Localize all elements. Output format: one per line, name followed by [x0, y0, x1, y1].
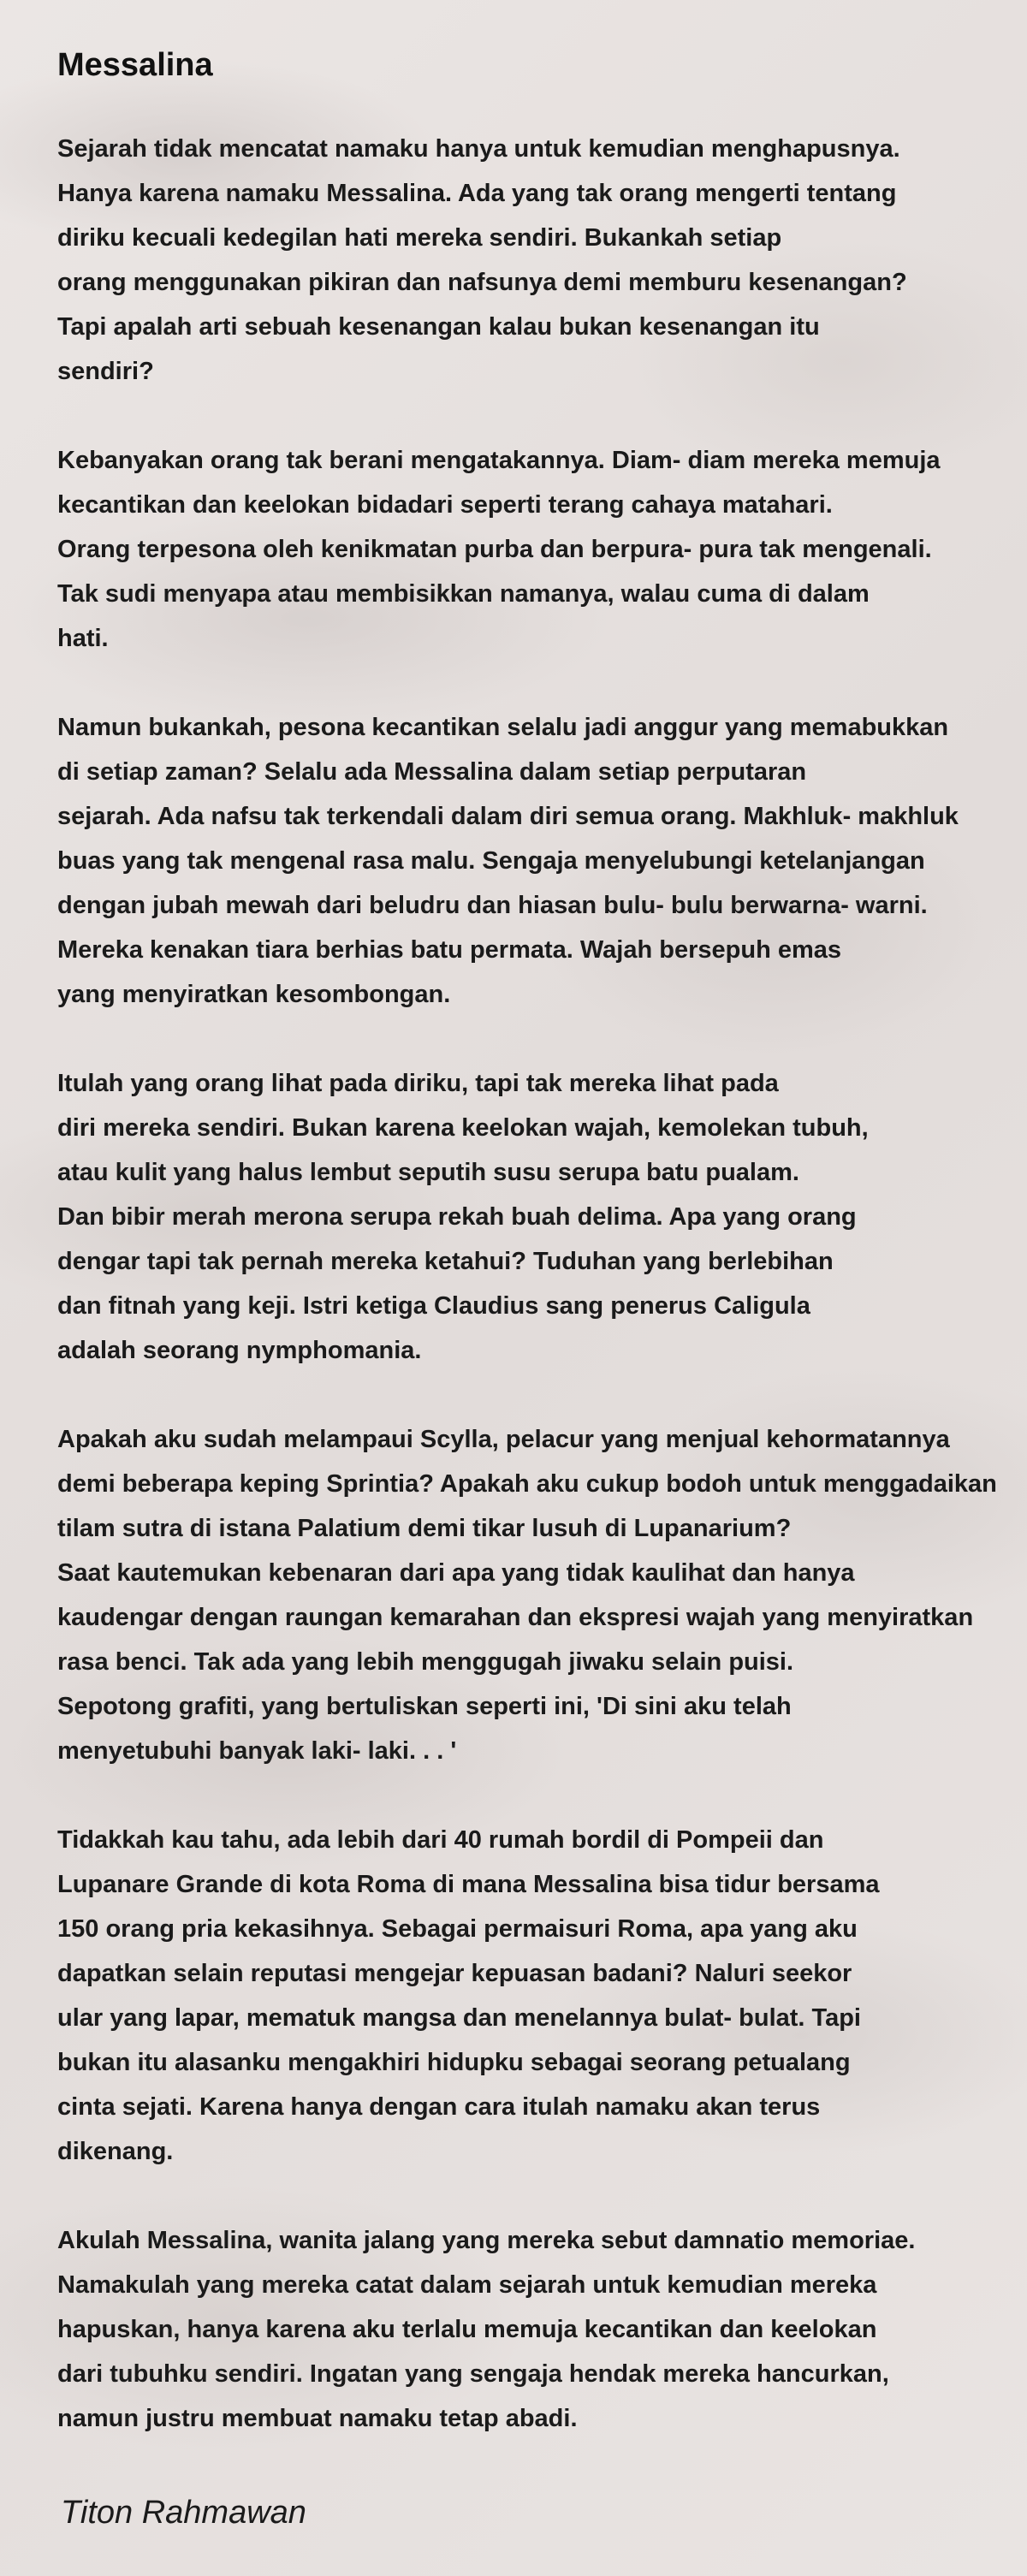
- poem-line: kaudengar dengan raungan kemarahan dan ekspresi wajah yang menyiratkan: [57, 1604, 974, 1631]
- poem-line: orang menggunakan pikiran dan nafsunya demi memburu kesenangan?: [57, 269, 907, 296]
- stanza-3: [57, 705, 1027, 1017]
- poem-line: buas yang tak mengenal rasa malu. Sengaja menyelubungi ketelanjangan: [57, 847, 925, 875]
- poem-line: diriku kecuali kedegilan hati mereka sendiri. Bukankah setiap: [57, 224, 782, 252]
- poem-body: [57, 127, 1027, 2485]
- poem-line: 150 orang pria kekasihnya. Sebagai permaisuri Roma, apa yang aku: [57, 1915, 858, 1943]
- poem-line: Sepotong grafiti, yang bertuliskan seperti ini, 'Di sini aku telah: [57, 1693, 792, 1720]
- poem-line: bukan itu alasanku mengakhiri hidupku sebagai seorang petualang: [57, 2049, 851, 2076]
- poem-line: dikenang.: [57, 2138, 174, 2165]
- poem-line: cinta sejati. Karena hanya dengan cara itulah namaku akan terus: [57, 2093, 821, 2121]
- stanza-4: [57, 1061, 1027, 1373]
- poem-line: yang menyiratkan kesombongan.: [57, 981, 451, 1008]
- poem-line: dapatkan selain reputasi mengejar kepuasan badani? Naluri seekor: [57, 1960, 852, 1987]
- poem-line: dari tubuhku sendiri. Ingatan yang sengaja hendak mereka hancurkan,: [57, 2360, 889, 2388]
- poem-author: Titon Rahmawan: [61, 2495, 306, 2531]
- poem-line: dan fitnah yang keji. Istri ketiga Claudius sang penerus Caligula: [57, 1292, 810, 1320]
- poem-line: Dan bibir merah merona serupa rekah buah delima. Apa yang orang: [57, 1203, 857, 1231]
- stanza-5: [57, 1417, 1027, 1773]
- poem-line: tilam sutra di istana Palatium demi tikar lusuh di Lupanarium?: [57, 1515, 792, 1542]
- poem-line: demi beberapa keping Sprintia? Apakah aku cukup bodoh untuk menggadaikan: [57, 1470, 997, 1498]
- poem-line: ular yang lapar, mematuk mangsa dan menelannya bulat- bulat. Tapi: [57, 2004, 861, 2032]
- stanza-2: [57, 438, 1027, 661]
- poem-line: dengan jubah mewah dari beludru dan hiasan bulu- bulu berwarna- warni.: [57, 892, 928, 919]
- stanza-7: [57, 2218, 1027, 2441]
- poem-line: Tak sudi menyapa atau membisikkan namanya, walau cuma di dalam: [57, 580, 870, 608]
- poem-line: Tidakkah kau tahu, ada lebih dari 40 rumah bordil di Pompeii dan: [57, 1826, 824, 1854]
- poem-line: diri mereka sendiri. Bukan karena keelokan wajah, kemolekan tubuh,: [57, 1114, 869, 1142]
- poem-line: di setiap zaman? Selalu ada Messalina dalam setiap perputaran: [57, 758, 807, 786]
- poem-line: Lupanare Grande di kota Roma di mana Messalina bisa tidur bersama: [57, 1871, 880, 1898]
- poem-line: Apakah aku sudah melampaui Scylla, pelacur yang menjual kehormatannya: [57, 1426, 950, 1453]
- poem-line: sejarah. Ada nafsu tak terkendali dalam diri semua orang. Makhluk- makhluk: [57, 803, 959, 830]
- poem-line: namun justru membuat namaku tetap abadi.: [57, 2405, 578, 2432]
- poem-line: adalah seorang nymphomania.: [57, 1337, 422, 1364]
- poem-line: rasa benci. Tak ada yang lebih menggugah jiwaku selain puisi.: [57, 1648, 794, 1676]
- poem-line: Hanya karena namaku Messalina. Ada yang tak orang mengerti tentang: [57, 180, 897, 207]
- poem-line: sendiri?: [57, 358, 154, 385]
- poem-line: Mereka kenakan tiara berhias batu permata. Wajah bersepuh emas: [57, 936, 842, 964]
- poem-title: Messalina: [57, 47, 213, 83]
- poem-line: hapuskan, hanya karena aku terlalu memuja kecantikan dan keelokan: [57, 2316, 877, 2343]
- poem-line: Namakulah yang mereka catat dalam sejarah untuk kemudian mereka: [57, 2271, 877, 2299]
- poem-line: Kebanyakan orang tak berani mengatakannya. Diam- diam mereka memuja: [57, 447, 941, 474]
- poem-line: Saat kautemukan kebenaran dari apa yang tidak kaulihat dan hanya: [57, 1559, 855, 1587]
- poem-line: menyetubuhi banyak laki- laki. . . ': [57, 1737, 457, 1765]
- poem-line: Orang terpesona oleh kenikmatan purba dan berpura- pura tak mengenali.: [57, 536, 932, 563]
- stanza-6: [57, 1818, 1027, 2174]
- poem-line: atau kulit yang halus lembut seputih susu serupa batu pualam.: [57, 1159, 799, 1186]
- poem-line: Sejarah tidak mencatat namaku hanya untuk kemudian menghapusnya.: [57, 135, 900, 163]
- poem-line: dengar tapi tak pernah mereka ketahui? Tuduhan yang berlebihan: [57, 1248, 834, 1275]
- poem-line: Tapi apalah arti sebuah kesenangan kalau bukan kesenangan itu: [57, 313, 820, 341]
- poem-line: Itulah yang orang lihat pada diriku, tapi tak mereka lihat pada: [57, 1070, 779, 1097]
- poem-line: Namun bukankah, pesona kecantikan selalu jadi anggur yang memabukkan: [57, 714, 949, 741]
- poem-line: hati.: [57, 625, 109, 652]
- poem-line: Akulah Messalina, wanita jalang yang mereka sebut damnatio memoriae.: [57, 2227, 916, 2254]
- stanza-1: [57, 127, 1027, 394]
- poem-line: kecantikan dan keelokan bidadari seperti terang cahaya matahari.: [57, 491, 833, 519]
